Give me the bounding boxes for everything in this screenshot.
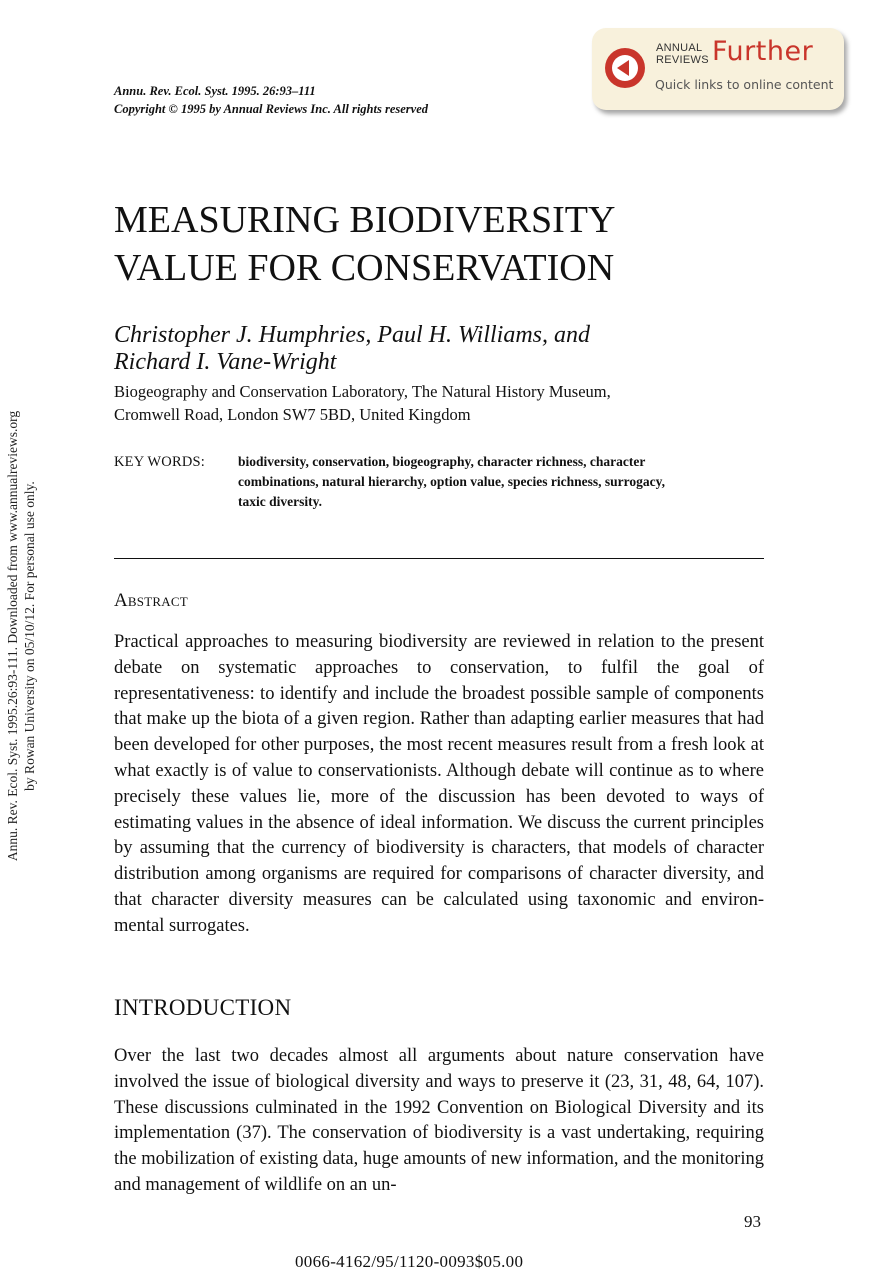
- affiliation-line-1: Biogeography and Conservation Laboratory, The Natural History Museum,: [114, 382, 611, 401]
- affiliation-line-2: Cromwell Road, London SW7 5BD, United Kingdom: [114, 405, 471, 424]
- article-title: [114, 196, 774, 292]
- keywords-line-2: combinations, natural hierarchy, option value, species richness, surrogacy,: [238, 474, 666, 489]
- title-line-1: MEASURING BIODIVERSITY: [114, 199, 616, 241]
- section-divider: [114, 558, 764, 559]
- side-note-line-2: by Rowan University on 05/10/12. For personal use only.: [22, 481, 37, 791]
- authors-line-1: Christopher J. Humphries, Paul H. Williams, and: [114, 322, 591, 348]
- brand-line-reviews: REVIEWS: [656, 54, 709, 66]
- copyright-notice: Copyright © 1995 by Annual Reviews Inc. All rights reserved: [114, 102, 428, 116]
- article-authors: [114, 322, 774, 376]
- introduction-text: Over the last two decades almost all arguments about nature conservation have involved the issue of biological diversity and ways to preserve it (23, 31, 48, 64, 107). These discussions culminated in the 1992 Convention on Biological Diversity and its implementation (37). The conservation of biodiversity is a vast undertaking, requiring the mobilization of existing data, huge amounts of new information, and the monitoring and management of wildlife on an un-: [114, 1046, 764, 1195]
- abstract-text: Practical approaches to measuring biodiversity are reviewed in relation to the present debate on systematic approaches to conservation, to fulfil the goal of representativeness: to identify and include the broadest possible sample of components that make up the biota of a given region. Rather than adapting earlier measures that had been developed for other purposes, the most recent measures result from a fresh look at what exactly is of value to conservationists. Although debate will continue as to where precisely these values lie, more of the discussion has been devoted to ways of estimating values in the absence of ideal information. We discuss the current principles by assuming that the currency of biodiversity is characters, that models of character distribution among organisms are required for comparisons of character diversity, and that character diversity measures can be calculated using taxonomic and environ-mental surrogates.: [114, 632, 764, 936]
- keywords-label: KEY WORDS:: [114, 454, 206, 470]
- author-affiliation: [114, 380, 774, 426]
- back-arrow-icon[interactable]: [604, 47, 646, 89]
- introduction-heading: INTRODUCTION: [114, 995, 292, 1020]
- keywords-line-3: taxic diversity.: [238, 494, 322, 509]
- journal-info: [114, 82, 428, 118]
- download-side-note: [4, 355, 38, 917]
- keywords-list: [238, 452, 758, 512]
- annual-reviews-brand: [656, 42, 709, 66]
- keywords-line-1: biodiversity, conservation, biogeography, character richness, character: [238, 454, 646, 469]
- further-subtitle: Quick links to online content: [655, 77, 834, 92]
- title-line-2: VALUE FOR CONSERVATION: [114, 247, 615, 289]
- brand-line-annual: ANNUAL: [656, 42, 703, 54]
- article-code: 0066-4162/95/1120-0093$05.00: [295, 1252, 524, 1271]
- side-note-line-1: Annu. Rev. Ecol. Syst. 1995.26:93-111. Downloaded from www.annualreviews.org: [5, 410, 20, 862]
- further-links-box[interactable]: [592, 28, 844, 110]
- abstract-heading: Abstract: [114, 590, 188, 611]
- page-number: 93: [744, 1212, 761, 1231]
- authors-line-2: Richard I. Vane-Wright: [114, 349, 337, 375]
- further-title: Further: [712, 36, 814, 67]
- journal-citation: Annu. Rev. Ecol. Syst. 1995. 26:93–111: [114, 84, 316, 98]
